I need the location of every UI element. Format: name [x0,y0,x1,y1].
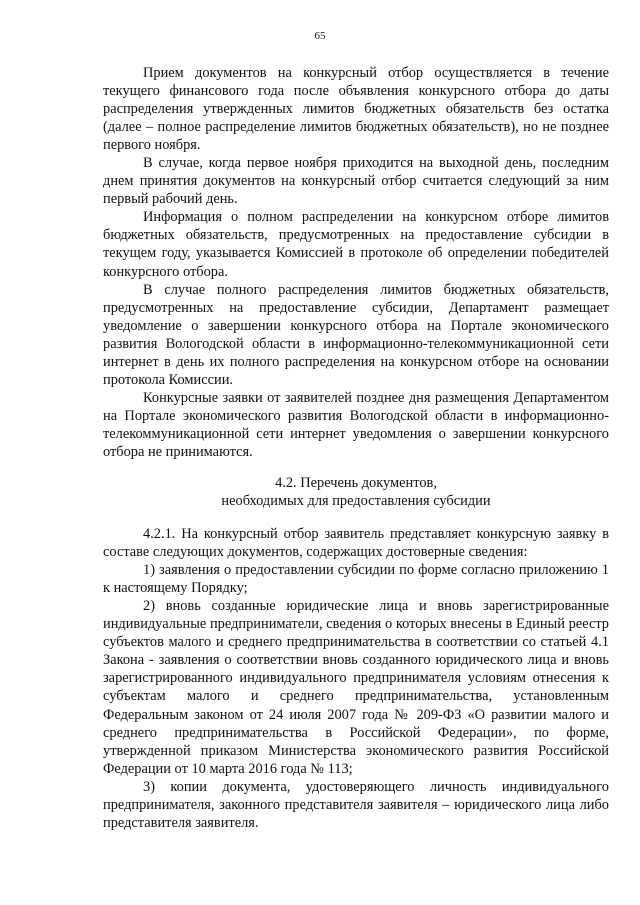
section-heading-line-1: 4.2. Перечень документов, [275,475,437,492]
paragraph-4-2-1: 4.2.1. На конкурсный отбор заявитель представляет конкурсную заявку в составе следующих документов, содержащих достоверные сведения: [103,526,609,561]
list-item-1: 1) заявления о предоставлении субсидии по форме согласно приложению 1 к настоящему Порядку; [103,562,609,597]
list-item-2: 2) вновь созданные юридические лица и вновь зарегистрированные индивидуальные предприниматели, сведения о которых внесены в Единый реестр субъектов малого и среднего предпринимательства в соответствии со статьей 4.1 Закона - заявления о соответствии вновь созданного юридического лица и вновь зарегистрированного индивидуального предпринимателя условиям отнесения к субъектам малого и среднего предпринимательства, установленным Федеральным законом от 24 июля 2007 года № 209-ФЗ «О развитии малого и среднего предпринимательства в Российской Федерации», по форме, утвержденной приказом Министерства экономического развития Российской Федерации от 10 марта 2016 года № 113; [103,598,609,777]
paragraph-holiday-rule: В случае, когда первое ноября приходится на выходной день, последним днем принятия документов на конкурсный отбор считается следующий за ним первый рабочий день. [103,155,609,208]
list-item-3: 3) копии документа, удостоверяющего личность индивидуального предпринимателя, законного представителя заявителя – юридического лица либо представителя заявителя. [103,778,609,831]
paragraph-submission-period: Прием документов на конкурсный отбор осуществляется в течение текущего финансового года после объявления конкурсного отбора до даты распределения утвержденных лимитов бюджетных обязательств без остатка (далее – полное распределение лимитов бюджетных обязательств), но не позднее первого ноября. [103,65,609,154]
section-heading-line-2: необходимых для предоставления субсидии [221,493,491,510]
paragraph-completion-notice: В случае полного распределения лимитов бюджетных обязательств, предусмотренных на предоставление субсидии, Департамент размещает уведомление о завершении конкурсного отбора на Портале экономического развития Вологодской области в информационно-телекоммуникационной сети интернет в день их полного распределения на конкурсном отборе на основании протокола Комиссии. [103,281,609,388]
paragraph-limits-info: Информация о полном распределении на конкурсном отборе лимитов бюджетных обязательств, предусмотренных на предоставление субсидии в текущем году, указывается Комиссией в протоколе об определении победителей конкурсного отбора. [103,209,609,280]
page-number: 65 [314,30,326,42]
document-body [103,64,609,832]
spacer [103,510,609,525]
paragraph-late-applications: Конкурсные заявки от заявителей позднее дня размещения Департаментом на Портале экономического развития Вологодской области в информационно-телекоммуникационной сети интернет уведомления о завершении конкурсного отбора не принимаются. [103,389,609,460]
section-heading [103,474,609,510]
